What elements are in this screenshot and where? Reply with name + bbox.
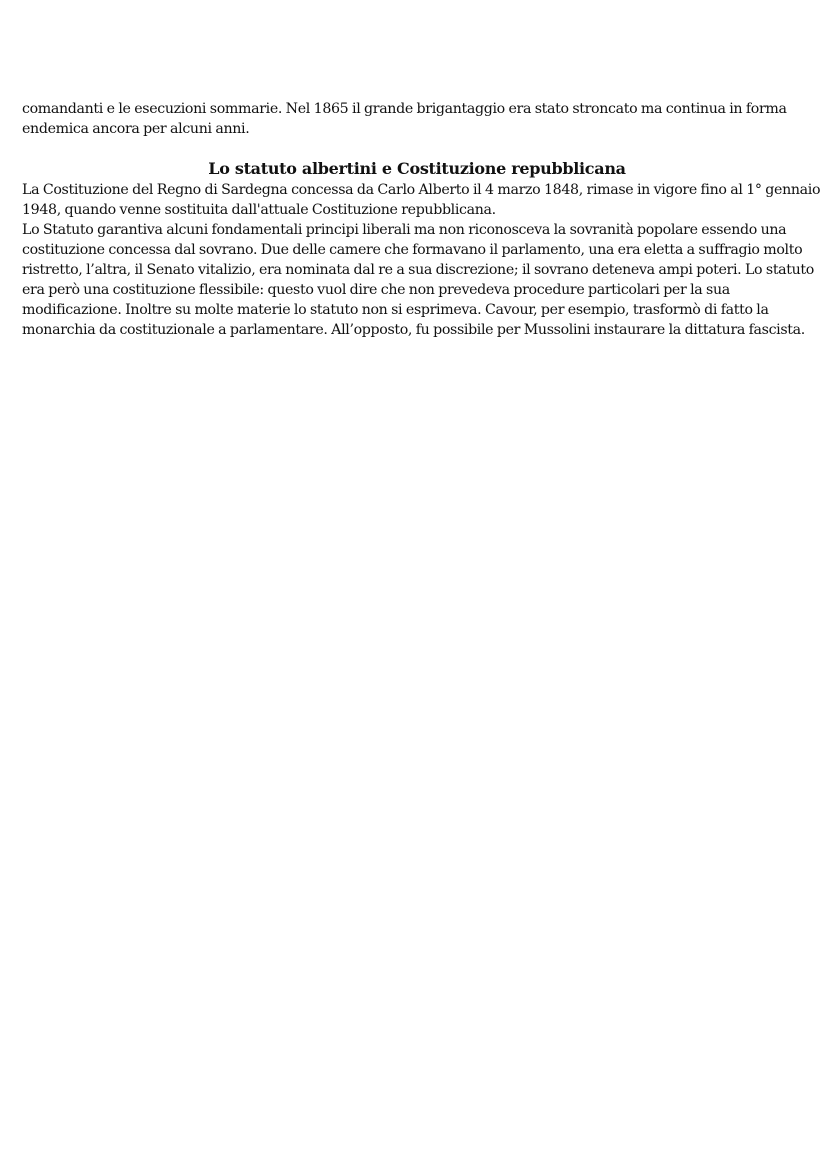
text-line: endemica ancora per alcuni anni.	[22, 121, 250, 137]
text-line: modificazione. Inoltre su molte materie lo statuto non si esprimeva. Cavour, per esempio, trasformò di fatto la	[22, 302, 769, 318]
text-line: era però una costituzione flessibile: questo vuol dire che non prevedeva procedure particolari per la sua	[22, 282, 730, 298]
text-line: 1948, quando venne sostituita dall'attuale Costituzione repubblicana.	[22, 202, 496, 218]
text-line: ristretto, l’altra, il Senato vitalizio, era nominata dal re a sua discrezione; il sovrano deteneva ampi poteri. Lo statuto	[22, 262, 814, 278]
text-line: Lo Statuto garantiva alcuni fondamentali principi liberali ma non riconosceva la sovranità popolare essendo una	[22, 222, 787, 238]
section-paragraph-2	[22, 220, 812, 340]
text-line: La Costituzione del Regno di Sardegna concessa da Carlo Alberto il 4 marzo 1848, rimase in vigore fino al 1° gennaio	[22, 182, 821, 198]
intro-paragraph	[22, 99, 812, 139]
text-line: monarchia da costituzionale a parlamentare. All’opposto, fu possibile per Mussolini instaurare la dittatura fascista.	[22, 322, 805, 338]
text-line: comandanti e le esecuzioni sommarie. Nel 1865 il grande brigantaggio era stato stroncato ma continua in forma	[22, 101, 787, 117]
document-page	[22, 99, 821, 340]
section-heading: Lo statuto albertini e Costituzione repubblicana	[208, 159, 626, 178]
section-paragraph-1	[22, 180, 821, 220]
text-line: costituzione concessa dal sovrano. Due delle camere che formavano il parlamento, una era eletta a suffragio molto	[22, 242, 803, 258]
